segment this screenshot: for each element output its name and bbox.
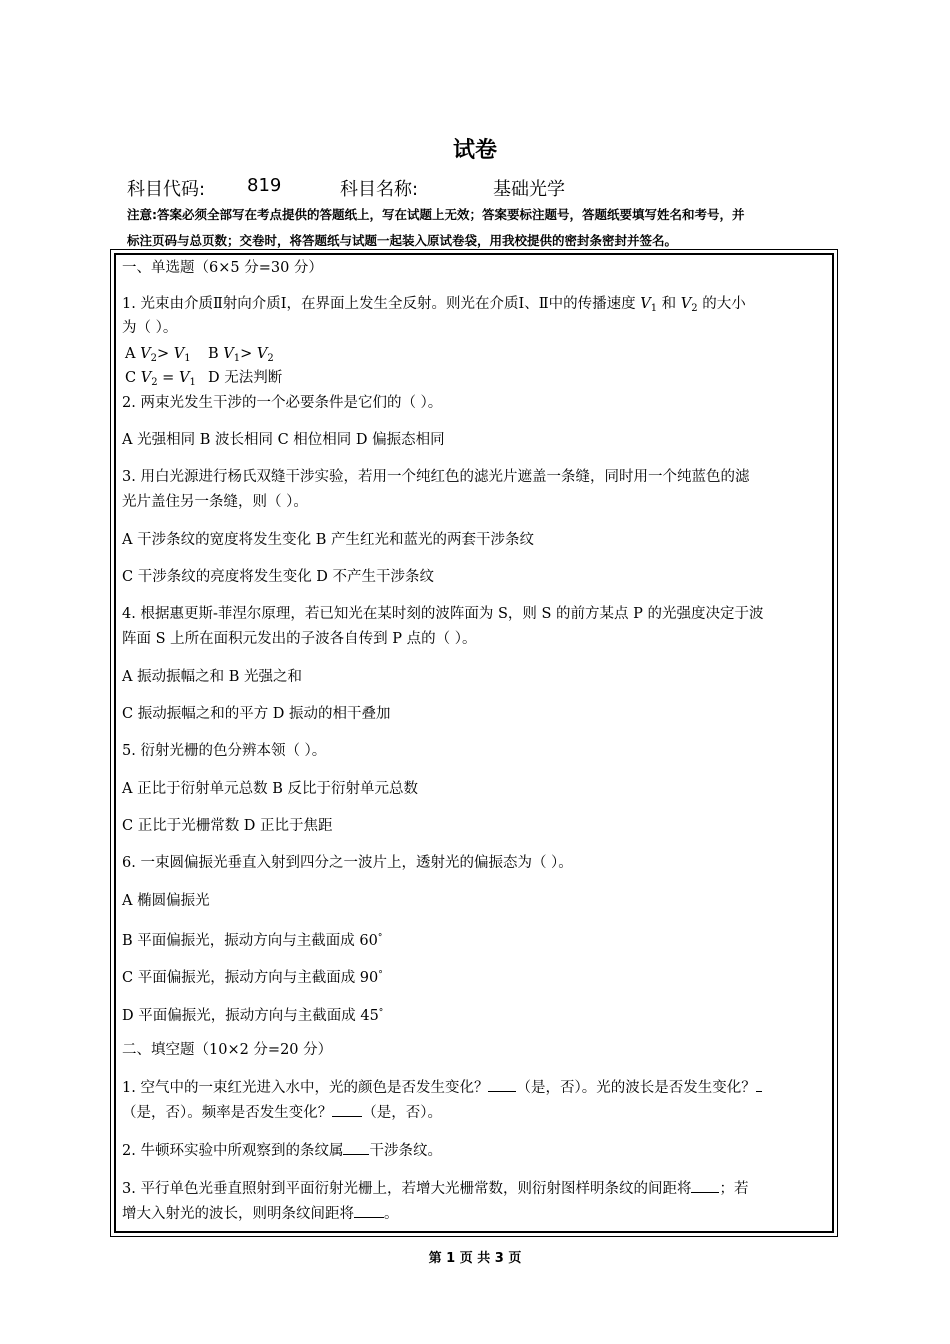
subject-name-label: 科目名称:: [340, 179, 419, 200]
fill-q2: 2. 牛顿环实验中所观察到的条纹属 干涉条纹。: [122, 1140, 442, 1161]
q5-options-ab: A 正比于衍射单元总数 B 反比于衍射单元总数: [122, 781, 418, 797]
q6-option-c: C 平面偏振光，振动方向与主截面成 90°: [122, 970, 383, 986]
fill-q3-line-1: 3. 平行单色光垂直照射到平面衍射光栅上，若增大光栅常数，则衍射图样明条纹的间距将 ；若: [122, 1178, 748, 1199]
exam-notice: [127, 202, 832, 254]
q1-option-d: D 无法判断: [208, 370, 283, 386]
q5-stem: 5. 衍射光栅的色分辨本领（ ）。: [122, 743, 327, 759]
exam-title: 试卷: [452, 138, 497, 163]
q3-stem-line-2: 光片盖住另一条缝，则（ ）。: [122, 494, 308, 510]
section-2-heading: 二、填空题（10×2 分=20 分）: [122, 1042, 333, 1058]
q1-stem-line-1: 1. 光束由介质Ⅱ射向介质Ⅰ，在界面上发生全反射。则光在介质Ⅰ、Ⅱ中的传播速度 $V_1$ 和 $V_2$ 的大小: [122, 296, 746, 314]
fill-blank[interactable]: [691, 1178, 719, 1193]
q6-stem: 6. 一束圆偏振光垂直入射到四分之一波片上，透射光的偏振态为（ ）。: [122, 855, 573, 871]
q4-options-ab: A 振动振幅之和 B 光强之和: [122, 669, 302, 685]
notice-label: 注意:: [127, 207, 157, 222]
q3-options-cd: C 干涉条纹的亮度将发生变化 D 不产生干涉条纹: [122, 569, 435, 585]
notice-line-1: 答案必须全部写在考点提供的答题纸上，写在试题上无效；答案要标注题号，答题纸要填写姓名和考号，并: [157, 207, 745, 222]
q2-options: A 光强相同 B 波长相同 C 相位相同 D 偏振态相同: [122, 432, 445, 448]
q4-options-cd: C 振动振幅之和的平方 D 振动的相干叠加: [122, 706, 391, 722]
fill-blank[interactable]: [332, 1102, 362, 1117]
fill-blank[interactable]: [756, 1077, 762, 1092]
q2-stem: 2. 两束光发生干涉的一个必要条件是它们的（ ）。: [122, 395, 443, 411]
fill-blank[interactable]: [488, 1077, 516, 1092]
fill-q1-line-1: 1. 空气中的一束红光进入水中，光的颜色是否发生变化？ （是，否）。光的波长是否发生变化？: [122, 1077, 762, 1098]
q1-option-a: A $V_2> V_1$: [125, 346, 191, 364]
q5-options-cd: C 正比于光栅常数 D 正比于焦距: [122, 818, 333, 834]
section-1-heading: 一、单选题（6×5 分=30 分）: [122, 260, 323, 276]
fill-q1-line-2: （是，否）。频率是否发生变化？ （是，否）。: [122, 1102, 442, 1123]
q1-option-b: B $V_1> V_2$: [208, 346, 274, 364]
subject-code-label: 科目代码:: [127, 179, 206, 200]
page-footer: 第 1 页 共 3 页: [428, 1251, 522, 1266]
q3-stem-line-1: 3. 用白光源进行杨氏双缝干涉实验，若用一个纯红色的滤光片遮盖一条缝，同时用一个纯蓝色的滤: [122, 469, 750, 485]
fill-blank[interactable]: [354, 1203, 384, 1218]
q6-option-a: A 椭圆偏振光: [122, 893, 210, 909]
q6-option-d: D 平面偏振光，振动方向与主截面成 45°: [122, 1008, 384, 1024]
fill-blank[interactable]: [343, 1140, 369, 1155]
q1-stem-line-2: 为（ ）。: [122, 320, 178, 336]
q1-option-c: C $V_2 = V_1$: [125, 370, 196, 388]
fill-q3-line-2: 增大入射光的波长，则明条纹间距将 。: [122, 1203, 399, 1224]
subject-line: [127, 175, 827, 199]
notice-line-2: 标注页码与总页数；交卷时，将答题纸与试题一起装入原试卷袋，用我校提供的密封条密封并签名。: [127, 233, 678, 248]
q6-option-b: B 平面偏振光，振动方向与主截面成 60°: [122, 933, 383, 949]
subject-code: 819: [247, 175, 282, 196]
subject-name: 基础光学: [493, 179, 565, 200]
q4-stem-line-1: 4. 根据惠更斯-菲涅尔原理，若已知光在某时刻的波阵面为 S，则 S 的前方某点 P 的光强度决定于波: [122, 606, 764, 622]
q3-options-ab: A 干涉条纹的宽度将发生变化 B 产生红光和蓝光的两套干涉条纹: [122, 532, 534, 548]
q4-stem-line-2: 阵面 S 上所在面积元发出的子波各自传到 P 点的（ ）。: [122, 631, 477, 647]
